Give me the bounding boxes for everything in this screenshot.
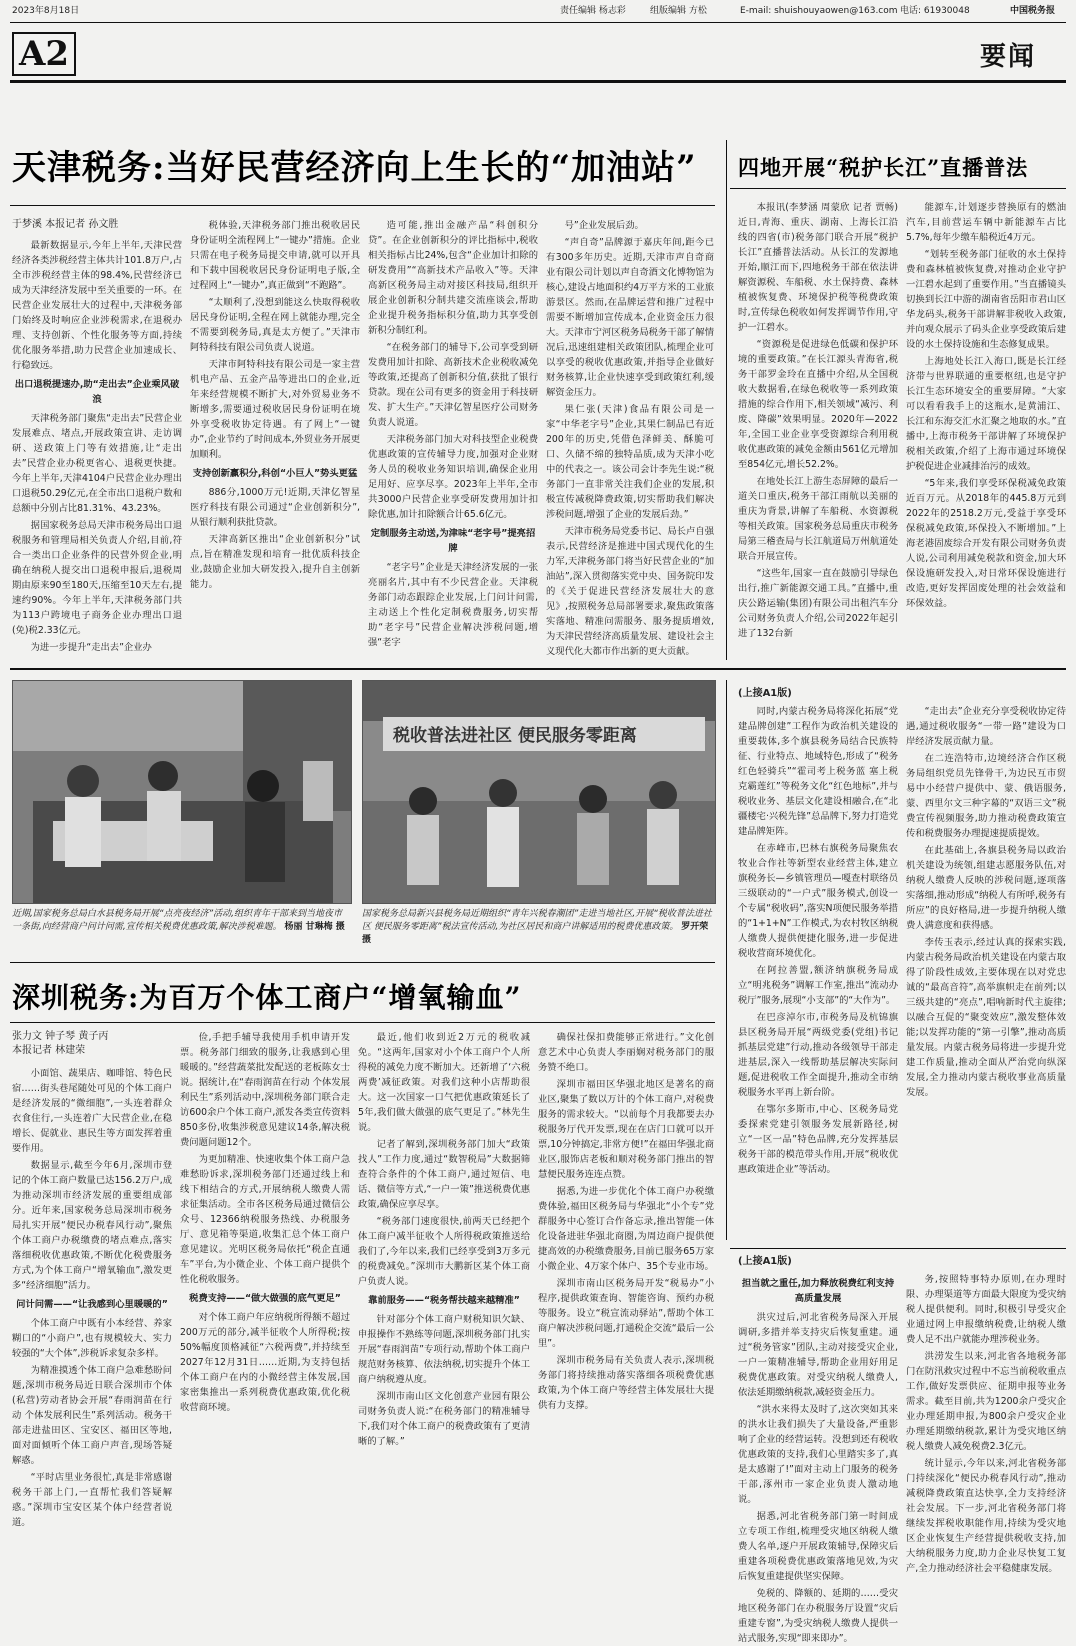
paragraph: 税体验,天津税务部门推出税收居民身份证明全流程网上“一键办”措施。企业只需在电子税务局提交申请,就可以开具和下载中国税收居民身份证明电子版,全过程网上“一键办”,真正做到“不跑路”。 — [190, 220, 360, 291]
paragraph: “5年来,我们享受环保税减免政策近百万元。从2018年的445.8万元到2022年的2518.2万元,受益于享受环保税减免政策,环保投入不断增加。”上海老港固废综合开发有限公司财务负责人说,公司利用减免税款和资金,加大环保设施研发投入,对日常环保设施进行改造,更好发挥固废处理的社会效益和环保效益。 — [906, 478, 1066, 609]
paragraph: 886分,1000万元!近期,天津亿智星医疗科技有限公司通过“企业创新积分”,从银行顺利获批贷款。 — [190, 487, 360, 528]
paragraph: 小面馆、蔬果店、咖啡馆、特色民宿……街头巷尾随处可见的个体工商户是经济发展的“微细胞”,一头连着群众衣食住行,一头连着广大民营企业,在稳增长、促就业、惠民生等方面发挥着重要作用。 — [12, 1068, 172, 1154]
photo-night-market — [12, 680, 352, 904]
subheading: 出口退税提速办,助“走出去”企业乘风破浪 — [14, 379, 180, 405]
article1-rule — [10, 205, 715, 206]
paragraph: 同时,内蒙古税务局将深化拓展“党建品牌创建”工程作为政治机关建设的重要载体,多个旗县税务局结合民族特征、行业特点、地域特色,形成了“税务红色轻骑兵”“霍司考上税务蓝 塞上税克霸莲红”等税务文化“红色地标”,并与税收业务、基层文化建设相融合,在“北疆楼宅·兴税先锋”总品牌下,努力打造党建品牌矩阵。 — [738, 706, 898, 837]
layout-credit: 组版编辑 方松 — [650, 6, 707, 16]
subheading: 支持创新赢积分,科创“小巨人”势头更猛 — [192, 468, 358, 479]
paragraph: “这些年,国家一直在鼓励引导绿色出行,推广新能源交通工具。”直播中,重庆公路运输(集团)有限公司出租汽车分公司财务负责人介绍,公司2022年起引进了132台新 — [738, 568, 898, 639]
photo-community-image — [363, 681, 715, 903]
paragraph: 在此基础上,各旗县税务局以政治机关建设为统领,组建志愿服务队伍,对纳税人缴费人反映的涉税问题,逐项落实落细,推动形成“纳税人有所呼,税务有所应”的良好格局,进一步提升纳税人缴费人满意度和获得感。 — [906, 845, 1066, 931]
article2-column-2 — [906, 200, 1066, 660]
paragraph: 深圳市南山区文化创意产业园有限公司财务负责人说:“在税务部门的精准辅导下,我们对个体工商户的税费政策有了更清晰的了解。” — [358, 1391, 530, 1447]
article2-divider — [726, 140, 727, 660]
continuation1-column-2 — [906, 704, 1066, 1234]
article1-byline: 于梦溪 本报记者 孙文胜 — [12, 219, 119, 230]
article2-column-1 — [738, 200, 898, 660]
paragraph: 果仁张(天津)食品有限公司是一家“中华老字号”企业,其果仁制品已有近200年的历史,凭借色泽鲜美、酥脆可口、久储不绵的独特品质,成为天津小吃中的代表之一。该公司会计李先生说:“税务部门一直非常关注我们企业的发展,积极宣传减税降费政策,切实帮助我们解决涉税问题,增强了企业的发展后劲。” — [546, 404, 714, 520]
paragraph: 免税的、降额的、延期的……受灾地区税务部门在办税服务厅设置“灾后重建专窗”,为受灾纳税人缴费人提供一站式服务,实现“即来即办”。 — [738, 1588, 898, 1644]
paragraph: 个体工商户中既有小本经营、养家糊口的“小商户”,也有规模较大、实力较强的“大个体”,涉税诉求复杂多样。 — [12, 1318, 172, 1359]
paragraph: 天津高新区推出“企业创新积分”试点,旨在精准发现和培育一批优质科技企业,鼓励企业加大研发投入,提升自主创新能力。 — [190, 534, 360, 590]
page-number: A2 — [12, 32, 76, 76]
paragraph: 为精准摸透个体工商户急难愁盼问题,深圳市税务局近日联合深圳市个体(私营)劳动者协会开展“春雨润苗在行动 个体发展利民生”系列活动。税务干部走进盐田区、宝安区、福田区等地,面对面倾听个体工商户声音,现场答疑解惑。 — [12, 1365, 172, 1466]
paragraph: “平时店里业务很忙,真是非常感谢税务干部上门,一直帮忙我们答疑解惑。”深圳市宝安区某个体户经营者说道。 — [12, 1472, 172, 1528]
paragraph: 天津税务部门加大对科技型企业税费优惠政策的宣传辅导力度,加强对企业财务人员的税收业务知识培训,确保企业用足用好、应享尽享。2023年上半年,全市共3000户民营企业享受研发费用加计扣除优惠,加计扣除额合计65.6亿元。 — [368, 434, 538, 520]
article3-column-4 — [538, 1030, 714, 1544]
paragraph: “洪水来得太及时了,这次突如其来的洪水让我们损失了大量设备,严重影响了企业的经营运转。没想到还有税收优惠政策的支持,我们心里踏实多了,真是太感谢了!”面对主动上门服务的税务干部,涿州市一家企业负责人激动地说。 — [738, 1404, 898, 1505]
paragraph: 深圳市税务局有关负责人表示,深圳税务部门将持续推动落实落细各项税费优惠政策,为个体工商户等经营主体发展壮大提供有力支撑。 — [538, 1355, 714, 1411]
continuation1-label: (上接A1版) — [738, 688, 792, 699]
paragraph: “走出去”企业充分享受税收协定待遇,通过税收服务“一带一路”建设为口岸经济发展贡献力量。 — [906, 706, 1066, 747]
photo-community-outreach — [362, 680, 716, 904]
paragraph: 据国家税务总局天津市税务局出口退税服务和管理局相关负责人介绍,目前,符合一类出口企业条件的民营外贸企业,明确在纳税人提交出口退税申报后,退税周期由原来90至180天,压缩至10天左右,提速约90%。今年上半年,天津税务部门共为113户跨境电子商务企业办理出口退(免)税2.33亿元。 — [12, 520, 182, 636]
article3-column-3 — [358, 1030, 530, 1544]
photo-night-market-image — [13, 681, 351, 903]
article1-column-2 — [190, 218, 360, 658]
article3-column-2 — [180, 1030, 350, 1544]
article3-byline: 张力文 钟子琴 黄子丙 本报记者 林建荣 — [12, 1031, 109, 1056]
email: E-mail: shuishouyaowen@163.com — [740, 6, 898, 16]
paragraph: 记者了解到,深圳税务部门加大“政策找人”工作力度,通过“数智税局”大数据筛查符合条件的个体工商户,通过短信、电话、微信等方式,“一户一策”推送税费优惠政策,确保应享尽享。 — [358, 1139, 530, 1210]
photo1-credit: 杨丽 甘琳梅 摄 — [284, 922, 345, 932]
paragraph: 据悉,河北省税务部门第一时间成立专项工作组,梳理受灾地区纳税人缴费人名单,逐户开展政策辅导,保障灾后重建各项税费优惠政策落地见效,为灾后恢复重建提供坚实保障。 — [738, 1511, 898, 1582]
continuation1-divider — [726, 680, 727, 1240]
subheading: 定制服务主动送,为津味“老字号”提亮招牌 — [370, 528, 536, 554]
subheading: 问计问需——“让我感到心里暖暖的” — [16, 1299, 168, 1310]
article3-rule — [10, 1022, 715, 1023]
paragraph: 深圳市福田区华强北地区是著名的商业区,聚集了数以万计的个体工商户,对税费服务的需求较大。“以前每个月我都要去办税服务厅代开发票,现在在店门口就可以开票,10分钟搞定,非常方便!”在福田华强北商业区,服饰店老板和顺对税务部门推出的智慧便民服务连连点赞。 — [538, 1079, 714, 1180]
paragraph: 最新数据显示,今年上半年,天津民营经济各类涉税经营主体共计101.8万户,占全市涉税经营主体的98.4%,民营经济已成为天津经济发展中至关重要的一环。在民营企业发展壮大的过程中,天津税务部门始终及时响应企业涉税需求,在退税办理、支持创新、个性化服务等方面,持续优化服务举措,助力民营企业加速成长、行稳致远。 — [12, 240, 182, 371]
paragraph: 洪灾过后,河北省税务局深入开展调研,多措并举支持灾后恢复重建。通过“税务管家”团队,主动对接受灾企业,一户一策精准辅导,帮助企业用好用足税费优惠政策。对受灾纳税人缴费人,依法延期缴纳税款,减轻资金压力。 — [738, 1312, 898, 1398]
subheading: 担当就之重任,加力释放税费红利支持高质量发展 — [741, 1278, 895, 1304]
paragraph: 俭,手把手辅导我使用手机申请开发票。税务部门细致的服务,让我感到心里暖暖的。”经营蔬菜批发配送的老板陈女士说。据统计,在“春雨润苗在行动 个体发展利民生”系列活动中,深圳税务部门联合走访600余户个体工商户,派发各类宣传资料850多份,收集涉税意见建议14条,解决税费问题问题12个。 — [180, 1032, 350, 1148]
paragraph: 天津税务部门聚焦“走出去”民营企业发展难点、堵点,开展政策宣讲、走访调研、送政策上门等有效措施,让“走出去”民营企业办税更省心、退税更快捷。今年上半年,天津4104户民营企业办理出口退税50.29亿元,在全市出口退税户数和总额中分别占比81.31%、43.23%。 — [12, 413, 182, 514]
editor-credit: 责任编辑 杨志彩 — [560, 6, 626, 16]
article3-headline: 深圳税务:为百万个体工商户“增氧输血” — [12, 981, 522, 1014]
section-name: 要闻 — [980, 42, 1037, 72]
article2-headline: 四地开展“税护长江”直播普法 — [738, 155, 1029, 180]
paragraph: “太顺利了,没想到能这么快取得税收居民身份证明,全程在网上就能办理,完全不需要到税务局,真是太方便了。”天津市阿特科技有限公司负责人说道。 — [190, 297, 360, 353]
paragraph: 在二连浩特市,边境经济合作区税务局组织党员先锋骨干,为边民互市贸易中小经营户提供中、蒙、俄语服务,蒙、西里尔文三种字幕的“双语三文”税费宣传视频服务,助力推动税费政策宣传和税费服务办理提速提质提效。 — [906, 753, 1066, 839]
paragraph: “税务部门速度很快,前两天已经把个体工商户减半征收个人所得税政策推送给我们了,今年以来,我们已经享受到3万多元的税费减免。”深圳市大鹏新区某个体工商户负责人说。 — [358, 1216, 530, 1287]
paragraph: 据悉,为进一步优化个体工商户办税缴费体验,福田区税务局与华强北“小个专”党群服务中心签订合作备忘录,推出智能一体化设备进驻华强北商圈,为周边商户提供便捷高效的办税缴费服务,目前已服务65万家小微企业、4万家个体户、35个专业市场。 — [538, 1186, 714, 1272]
photo2-caption — [362, 908, 714, 950]
article1-column-4 — [546, 218, 714, 658]
mid-rule — [10, 668, 1066, 670]
masthead-bar — [0, 0, 1076, 22]
article1-column-1 — [12, 238, 182, 658]
photo1-caption — [12, 908, 350, 950]
paragraph: 在地处长江上游生态屏障的最后一道关口重庆,税务干部江雨航以美丽的重庆为背景,讲解了车船税、水资源税等相关政策。国家税务总局重庆市税务局第三稽查局与长江航道局万州航道处联合开展宣传。 — [738, 476, 898, 562]
paragraph: “资源税是促进绿色低碳和保护环境的重要政策。”在长江源头青海省,税务干部罗金玲在直播中介绍,从全国税收大数据看,在绿色税收等一系列政策措施的综合作用下,相关领域“减污、利废、降碳”效果明显。2020年—2022年,全国工业企业享受资源综合利用税收优惠政策的减免金额由561亿元增加至854亿元,增长52.2%。 — [738, 339, 898, 470]
issue-date: 2023年8月18日 — [12, 6, 80, 16]
paragraph: “在税务部门的辅导下,公司享受到研发费用加计扣除、高新技术企业税收减免等政策,还提高了创新积分值,获批了银行贷款。现在公司有更多的资金用于科技研发、扩大生产。”天津亿智星医疗公司财务负责人说道。 — [368, 342, 538, 428]
paragraph: 务,按照特事特办原则,在办理时限、办理渠道等方面最大限度为受灾纳税人提供便利。同时,积极引导受灾企业通过网上申报缴纳税费,让纳税人缴费人足不出户就能办理涉税业务。 — [906, 1274, 1066, 1345]
paragraph: 确保社保扣费能够正常进行。”文化创意艺术中心负责人李丽娴对税务部门的服务赞不绝口。 — [538, 1032, 714, 1073]
photo2-caption-text: 国家税务总局新兴县税务局近期组织“青年兴税春潮团”走进当地社区,开展“税收普法进社区 便民服务零距离”税法宣传活动,为社区居民和商户讲解适用的税费优惠政策。 — [362, 909, 712, 932]
paragraph: 上海地处长江入海口,既是长江经济带与世界联通的重要枢纽,也是守护长江生态环境安全的重要屏障。“大家可以看看我手上的这瓶水,是黄浦江、长江和东海交汇水汇聚之地取的水。”直播中,上海市税务干部讲解了环境保护税相关政策,介绍了上海市通过环境保护税促进企业减排治污的成效。 — [906, 356, 1066, 472]
header-rule — [10, 80, 1066, 83]
top-rule — [10, 22, 1066, 23]
paragraph: 对个体工商户年应纳税所得额不超过200万元的部分,减半征收个人所得税;按50%幅度顶格减征“六税两费”,并持续至2027年12月31日……近期,为支持包括个体工商户在内的小微经营主体发展,国家密集推出一系列税费优惠政策,优化税收营商环境。 — [180, 1312, 350, 1413]
article1-column-3 — [368, 218, 538, 658]
continuation2-label: (上接A1版) — [738, 1256, 792, 1267]
paragraph: 洪涝发生以来,河北省各地税务部门在防汛救灾过程中不忘当前税收重点工作,做好发票供应、征期申报等业务需求。截至目前,共为1200余户受灾企业办理延期申报,为800余户受灾企业办理延期缴纳税款,累计为受灾地区纳税人缴费人减免税费2.3亿元。 — [906, 1351, 1066, 1452]
paragraph: 在鄂尔多斯市,中心、区税务局党委探索党建引领服务发展新路径,树立“一区一品”特色品牌,充分发挥基层税务干部的模范带头作用,开展“税收优惠政策进企业”等活动。 — [738, 1104, 898, 1175]
paragraph: 为进一步提升“走出去”企业办 — [30, 642, 152, 653]
article1-headline: 天津税务:当好民营经济向上生长的“加油站” — [12, 148, 697, 188]
paragraph: 针对部分个体工商户财税知识欠缺、申报操作不熟练等问题,深圳税务部门扎实开展“春雨润苗”专项行动,帮助个体工商户规范财务核算、依法纳税,切实提升个体工商户纳税遵从度。 — [358, 1314, 530, 1385]
paragraph: 天津市阿特科技有限公司是一家主营机电产品、五金产品等进出口的企业,近年来经营规模不断扩大,对外贸易业务不断增多,需要通过税收居民身份证明在境外享受税收协定待遇。有了网上“一键办”,企业节约了时间成本,外贸业务开展更加顺利。 — [190, 359, 360, 460]
paragraph: 天津市税务局党委书记、局长卢自强表示,民营经济是推进中国式现代化的生力军,天津税务部门将当好民营企业的“加油站”,深入贯彻落实党中央、国务院印发的《关于促进民营经济发展壮大的意见》,按照税务总局部署要求,聚焦政策落实落地、精准问需服务、服务提质增效,为天津民营经济高质量发展、建设社会主义现代化大都市作出新的更大贡献。 — [546, 526, 714, 657]
paragraph: 本报讯(李梦涵 周蒙欣 记者 贾畅)近日,青海、重庆、湖南、上海长江沿线的四省(市)税务部门联合开展“税护长江”直播普法活动。从长江的发源地开始,顺江而下,四地税务干部在依法讲解资源税、车船税、水土保持费、森林植被恢复费、环境保护税等税费政策时,宣传绿色税收如何发挥调节作用,守护一江碧水。 — [738, 202, 898, 333]
paragraph: “老字号”企业是天津经济发展的一张亮丽名片,其中有不少民营企业。天津税务部门动态跟踪企业发展,上门问计问需,主动送上个性化定制税费服务,切实帮助“老字号”民营企业解决涉税问题,增强“老字 — [368, 562, 538, 648]
paragraph: 能源车,计划逐步替换原有的燃油汽车,目前营运车辆中新能源车占比5.7%,每年少缴车船税近4万元。 — [906, 202, 1066, 243]
article3-rule-top — [10, 962, 715, 963]
article3-column-1 — [12, 1066, 172, 1544]
subheading: 靠前服务——“税务帮扶越来越精准” — [368, 1295, 520, 1306]
photo1-caption-text: 近期,国家税务总局白水县税务局开展“点亮夜经济”活动,组织青年干部来到当地夜市一条街,向经营商户问计问需,宣传相关税费优惠政策,解决涉税难题。 — [12, 909, 343, 932]
paragraph: 造可能,推出金融产品“科创积分贷”。在企业创新积分的评比指标中,税收相关指标占比24%,包含“企业加计扣除的研发费用”“高新技术产品收入”等。天津高新区税务局主动对接区科技局,组织开展企业创新积分制共建交流座谈会,帮助企业提升税务指标积分值,助力其享受创新积分制红利。 — [368, 220, 538, 336]
photo-banner-text: 税收普法进社区 便民服务零距离 — [393, 726, 637, 746]
continuation1-column-1 — [738, 704, 898, 1234]
subheading: 税费支持——“做大做强的底气更足” — [189, 1293, 341, 1304]
paragraph: 深圳市南山区税务局开发“税易办”小程序,提供政策查询、智能咨询、预约办税等服务。设立“税宣流动驿站”,帮助个体工商户解决涉税问题,打通税企交流“最后一公里”。 — [538, 1278, 714, 1349]
photo2-credit: 罗开荣 摄 — [362, 922, 709, 945]
newspaper-name: 中国税务报 — [1010, 6, 1056, 16]
paragraph: 李传玉表示,经过认真的探索实践,内蒙古税务局政治机关建设在内蒙古取得了阶段性成效,主要体现在以对党忠诚的“最高音符”,高举旗帜走在前列;以三级共建的“亮点”,唱响新时代主旋律;以融合互促的“聚变效应”,激发整体效能;以发挥功能的“第一引擎”,推动高质量发展。内蒙古税务局将进一步提升党建工作质量,推动全面从严治党向纵深发展,全力推动内蒙古税收事业高质量发展。 — [906, 937, 1066, 1098]
paragraph: 统计显示,今年以来,河北省税务部门持续深化“便民办税春风行动”,推动减税降费政策直达快享,全力支持经济社会发展。下一步,河北省税务部门将继续发挥税收职能作用,持续为受灾地区企业恢复生产经营提供税收支持,加大纳税服务力度,助力企业尽快复工复产,全力推动经济社会平稳健康发展。 — [906, 1458, 1066, 1574]
paragraph: 最近,他们收到近2万元的税收减免。“这两年,国家对小个体工商户个人所得税的减免力度不断加大。还新增了‘六税两费’减征政策。对我们这种小店帮助很大。这一次国家一口气把优惠政策延长了5年,我们做大做强的底气更足了。”林先生说。 — [358, 1032, 530, 1133]
paragraph: “划转至税务部门征收的水土保持费和森林植被恢复费,对推动企业守护一江碧水起到了重要作用。”当直播镜头切换到长江中游的湖南省岳阳市君山区华龙码头,税务干部讲解非税收入政策,并向观众展示了码头企业享受政策后建设的水土保持设施和生态修复成果。 — [906, 249, 1066, 350]
phone: 电话: 61930048 — [900, 6, 970, 16]
continuation2-rule — [730, 1248, 1066, 1249]
paragraph: “声自奇”品牌源于嘉庆年间,距今已有300多年历史。近期,天津市声自奇商业有限公司计划以声自奇酒文化博物馆为核心,建设占地面积约4万平方米的工业旅游景区。然而,在品牌运营和推广过程中需要不断增加宣传成本,企业资金压力很大。天津市宁河区税务局税务干部了解情况后,迅速组建相关政策团队,梳理企业可以享受的税收优惠政策,并指导企业做好财务核算,让企业快速享受到政策红利,缓解资金压力。 — [546, 237, 714, 398]
paragraph: 号”企业发展后劲。 — [564, 220, 644, 231]
continuation2-column-1 — [738, 1272, 898, 1644]
paragraph: 在阿拉善盟,额济纳旗税务局成立“明兆税务”调解工作室,推出“流动办税厅”服务,展现“小支部”的“大作为”。 — [738, 965, 898, 1006]
article2-rule — [730, 188, 1066, 189]
paragraph: 在巴彦淖尔市,市税务局及杭锦旗县区税务局开展“两级党委(党组)书记抓基层党建”行动,推动各级领导干部走进基层,深入一线帮助基层解决实际问题,促进税收工作全面提升,推动全市纳税服务水平再上新台阶。 — [738, 1012, 898, 1098]
continuation2-column-2 — [906, 1272, 1066, 1574]
paragraph: 在赤峰市,巴林右旗税务局聚焦农牧业合作社等新型农业经营主体,建立旗税务长—乡镇管理员—嘎查村联络员三级联动的“一户式”服务模式,创设一个专属“税收码”,落实N项便民服务举措的“1+1+N”工作模式,为农村牧区纳税人缴费人提供便捷化服务,进一步促进税收营商环境优化。 — [738, 843, 898, 959]
paragraph: 数据显示,截至今年6月,深圳市登记的个体工商户数量已达156.2万户,成为推动深圳市经济发展的重要组成部分。近年来,国家税务总局深圳市税务局扎实开展“便民办税春风行动”,聚焦个体工商户办税缴费的堵点难点,落实落细税收优惠政策,不断优化税费服务方式,为个体工商户“增氧输血”,激发更多“经济细胞”活力。 — [12, 1160, 172, 1291]
paragraph: 为更加精准、快速收集个体工商户急难愁盼诉求,深圳税务部门还通过线上和线下相结合的方式,开展纳税人缴费人需求征集活动。全市各区税务局通过微信公众号、12366纳税服务热线、办税服务厅、意见箱等渠道,收集汇总个体工商户意见建议。光明区税务局依托“税企直通车”平台,为小微企业、个体工商户提供个性化税收服务。 — [180, 1154, 350, 1285]
